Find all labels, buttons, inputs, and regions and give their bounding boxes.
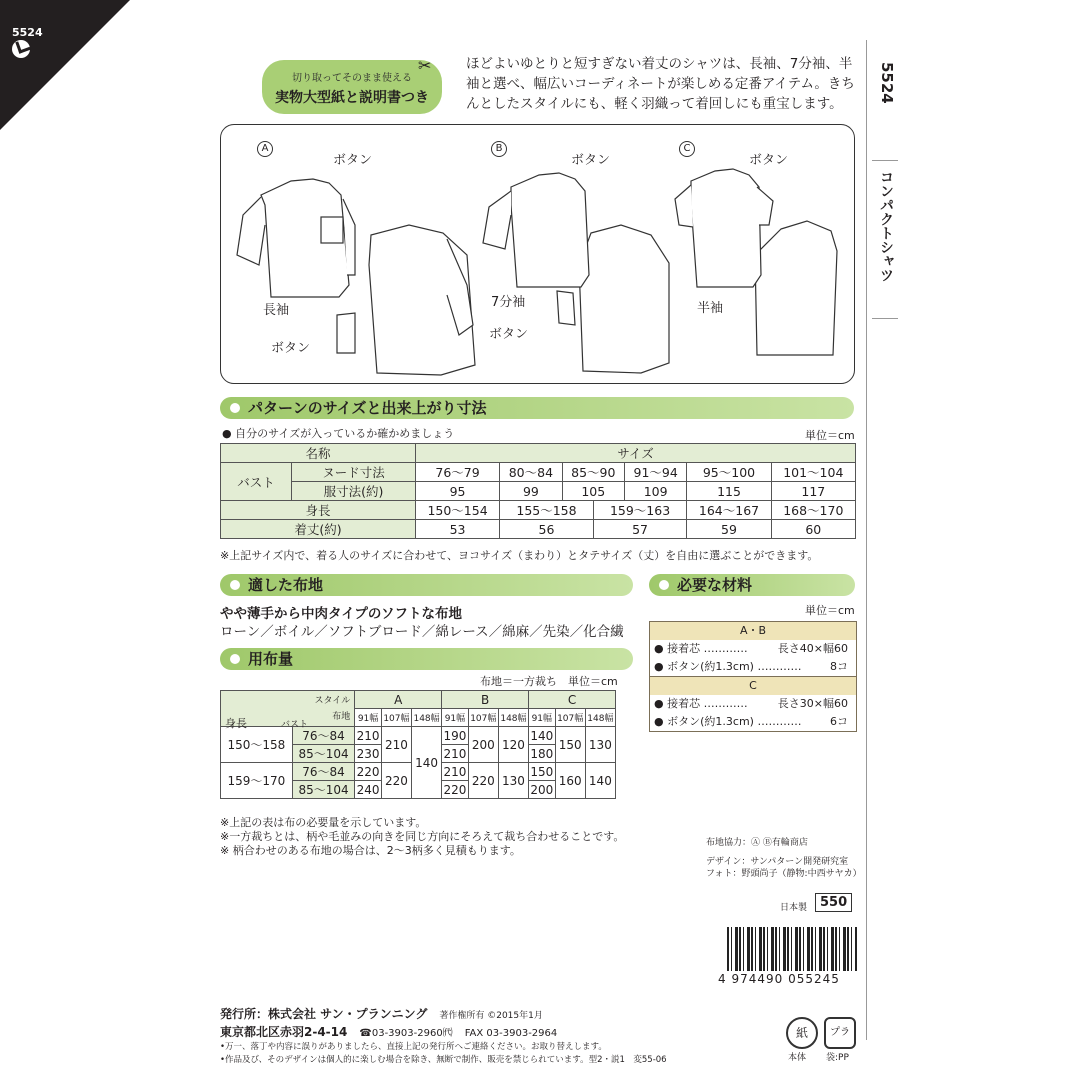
sizes-heading-text: パターンのサイズと出来上がり寸法 [248,399,487,417]
length-cell: 53 [415,520,499,539]
amount-cell: 130 [498,763,528,799]
amount-cell: 120 [498,727,528,763]
size-table [220,443,856,539]
materials-value: 6コ [830,715,848,728]
size-table-size-header: サイズ [415,444,855,463]
side-title-text: コンパクトシャツ [878,170,894,282]
promo-badge [262,60,442,114]
width-header: 91幅 [529,709,556,727]
garment-cell: 99 [500,482,562,501]
width-header: 107幅 [555,709,585,727]
garment-label: 服寸法(約) [292,482,416,501]
amount-cell: 220 [381,763,411,799]
materials-heading [649,574,855,596]
illustration-panel [220,124,855,384]
bullet-icon [659,580,669,590]
label-button-b: ボタン [571,153,611,168]
publisher-address: 東京都北区赤羽2-4-14 [220,1025,348,1039]
garment-cell: 105 [562,482,624,501]
materials-unit: 単位＝cm [805,604,855,617]
height-label: 身長 [221,501,416,520]
publisher-name: 発行所：株式会社 サン・プランニング [220,1007,428,1021]
amount-cell: 190 [443,728,467,743]
height-cell: 159〜163 [593,501,687,520]
made-in: 日本製 [780,903,808,913]
label-sleeve-c: 半袖 [697,301,724,316]
publisher-tel: ☎03-3903-2960㈹ [359,1028,453,1039]
bust-label: バスト [221,463,292,501]
amount-cell: 150 [555,727,585,763]
plastic-recycle-icon: プラ [824,1017,856,1049]
height-cell: 164〜167 [687,501,771,520]
amount-style-label: スタイル [314,696,351,706]
length-label: 着丈(約) [221,520,416,539]
paper-recycle-icon: 紙 [786,1017,818,1049]
barcode-number: 4 974490 055245 [718,972,840,986]
width-header: 148幅 [412,709,442,727]
amount-corner-cell [221,691,355,730]
label-button-a: ボタン [333,153,373,168]
nude-cell: 85〜90 [562,463,624,482]
nude-cell: 101〜104 [771,463,855,482]
garment-cell: 109 [624,482,686,501]
length-cell: 56 [500,520,594,539]
amount-cell: 130 [585,727,615,763]
sizes-unit: 単位＝cm [805,429,855,442]
amount-cell: 140 [530,728,554,743]
logo-icon [12,40,30,58]
side-tick [872,318,898,319]
width-header: 107幅 [468,709,498,727]
fabric-line1: やや薄手から中肉タイプのソフトな布地 [220,606,463,622]
credit-design: デザイン：サンパターン開発研究室 [706,857,849,867]
materials-c-header: C [650,676,856,695]
label-button-a2: ボタン [271,341,311,356]
recycle-body-label: 本体 [788,1053,807,1063]
materials-row: ● 接着芯 ………… 長さ30×幅60 [650,695,856,713]
recycle-bag-label: 袋:PP [826,1053,849,1063]
publisher-note1: •万一、落丁や内容に誤りがありましたら、直接上記の発行所へご連絡ください。お取り替えします。 [220,1042,607,1052]
amount-cell: 230 [356,746,380,761]
size-table-name-header: 名称 [221,444,416,463]
style-header: A [355,691,442,709]
length-cell: 59 [687,520,771,539]
materials-heading-text: 必要な材料 [677,576,753,594]
height-cell: 150〜154 [415,501,499,520]
amount-note: ※上記の表は布の必要量を示しています。 [220,816,427,829]
publisher-line [220,1005,543,1022]
materials-item: ボタン(約1.3cm) [667,660,754,673]
amount-heading-text: 用布量 [248,650,294,668]
width-header: 107幅 [381,709,411,727]
materials-box [649,621,857,732]
amount-fabric-label: 布地 [332,712,351,722]
width-header: 148幅 [498,709,528,727]
nude-cell: 76〜79 [415,463,499,482]
height-cell: 159〜170 [221,763,293,799]
bullet-icon [230,403,240,413]
length-cell: 57 [593,520,687,539]
amount-unit: 布地＝一方裁ち 単位＝cm [480,675,618,688]
materials-value: 8コ [830,660,848,673]
garment-cell: 95 [415,482,499,501]
length-cell: 60 [771,520,855,539]
side-tick [872,160,898,161]
amount-cell: 210 [443,746,467,761]
amount-height-label: 身長 [225,717,247,730]
materials-row: ● ボタン(約1.3cm) ………… 6コ [650,713,856,731]
amount-cell: 220 [443,782,467,797]
bust-cell: 85〜104 [292,781,355,799]
nude-cell: 80〜84 [500,463,562,482]
nude-cell: 91〜94 [624,463,686,482]
height-cell: 150〜158 [221,727,293,763]
label-button-b2: ボタン [489,327,529,342]
style-marker-a: A [257,141,273,157]
price-box: 550 [815,893,852,912]
credit-photo: フォト：野頭尚子（静物:中西サヤカ） [706,869,862,879]
promo-line2: 実物大型紙と説明書つき [275,90,429,106]
sizes-heading [220,397,854,419]
corner-code: 5524 [12,26,43,39]
label-sleeve-a: 長袖 [263,303,290,318]
materials-row: ● 接着芯 ………… 長さ40×幅60 [650,640,856,658]
width-header: 148幅 [585,709,615,727]
publisher-fax: FAX 03-3903-2964 [464,1028,558,1039]
width-header: 91幅 [442,709,469,727]
materials-item: 接着芯 [667,697,701,710]
sizes-footnote: ※上記サイズ内で、着る人のサイズに合わせて、ヨコサイズ（まわり）とタテサイズ（丈）を自由に選ぶことができます。 [220,549,819,562]
amount-note: ※ 柄合わせのある布地の場合は、2〜3柄多く見積もります。 [220,844,521,857]
materials-value: 長さ40×幅60 [777,642,848,655]
amount-cell: 180 [530,746,554,761]
garment-cell: 117 [771,482,855,501]
materials-item: 接着芯 [667,642,701,655]
amount-cell: 210 [443,764,467,779]
nude-label: ヌード寸法 [292,463,416,482]
style-header: C [529,691,616,709]
bust-cell: 76〜84 [292,727,355,745]
sizes-note-text: 自分のサイズが入っているか確かめましょう [235,427,455,440]
copyright: 著作権所有 ©2015年1月 [439,1011,543,1021]
amount-cell: 140 [585,763,615,799]
side-title [877,170,895,286]
height-cell: 168〜170 [771,501,855,520]
bullet-icon [230,654,240,664]
style-marker-b: B [491,141,507,157]
amount-cell: 140 [412,727,442,799]
amount-note: ※一方裁ちとは、柄や毛並みの向きを同じ方向にそろえて裁ち合わせることです。 [220,830,625,843]
materials-value: 長さ30×幅60 [777,697,848,710]
scissors-icon: ✂ [418,56,432,75]
amount-cell: 220 [468,763,498,799]
amount-cell: 220 [356,764,380,779]
intro-text: ほどよいゆとりと短すぎない着丈のシャツは、長袖、7分袖、半袖と選べ、幅広いコーディネートが楽しめる定番アイテム。きちんとしたスタイルにも、軽く羽織って着回しにも重宝します。 [466,56,855,112]
amount-cell: 200 [468,727,498,763]
materials-item: ボタン(約1.3cm) [667,715,754,728]
label-button-c: ボタン [749,153,789,168]
publisher-address-line [220,1023,557,1040]
amount-notes [220,816,624,858]
barcode [727,927,857,971]
bullet-icon [230,580,240,590]
side-number-text: 5524 [878,62,896,104]
sizes-note: ● 自分のサイズが入っているか確かめましょう [222,427,455,440]
materials-ab-header: A・B [650,622,856,640]
amount-heading [220,648,633,670]
fabric-heading-text: 適した布地 [248,576,324,594]
width-header: 91幅 [355,709,382,727]
side-number [878,62,894,108]
corner-triangle [0,0,130,130]
label-sleeve-b: 7分袖 [491,295,526,310]
amount-bust-label: バスト [281,720,309,730]
garment-cell: 115 [687,482,771,501]
bust-cell: 76〜84 [292,763,355,781]
nude-cell: 95〜100 [687,463,771,482]
side-divider [866,40,867,1040]
amount-cell: 150 [530,764,554,779]
amount-cell: 200 [530,782,554,797]
fabric-heading [220,574,633,596]
style-marker-c: C [679,141,695,157]
amount-table [220,690,616,799]
amount-cell: 240 [356,782,380,797]
amount-cell: 210 [381,727,411,763]
publisher-note2: •作品及び、そのデザインは個人的に楽しむ場合を除き、無断で制作、販売を禁じられています。型2・説1 変55-06 [220,1055,667,1065]
amount-cell: 210 [356,728,380,743]
amount-cell: 160 [555,763,585,799]
height-cell: 155〜158 [500,501,594,520]
promo-line1: 切り取ってそのまま使える [292,73,412,84]
credit-fabric: 布地協力：Ⓐ Ⓑ有輪商店 [706,838,808,848]
fabric-line2: ローン／ボイル／ソフトブロード／綿レース／綿麻／先染／化合繊 [220,624,624,640]
materials-row: ● ボタン(約1.3cm) ………… 8コ [650,658,856,676]
bust-cell: 85〜104 [292,745,355,763]
style-header: B [442,691,529,709]
